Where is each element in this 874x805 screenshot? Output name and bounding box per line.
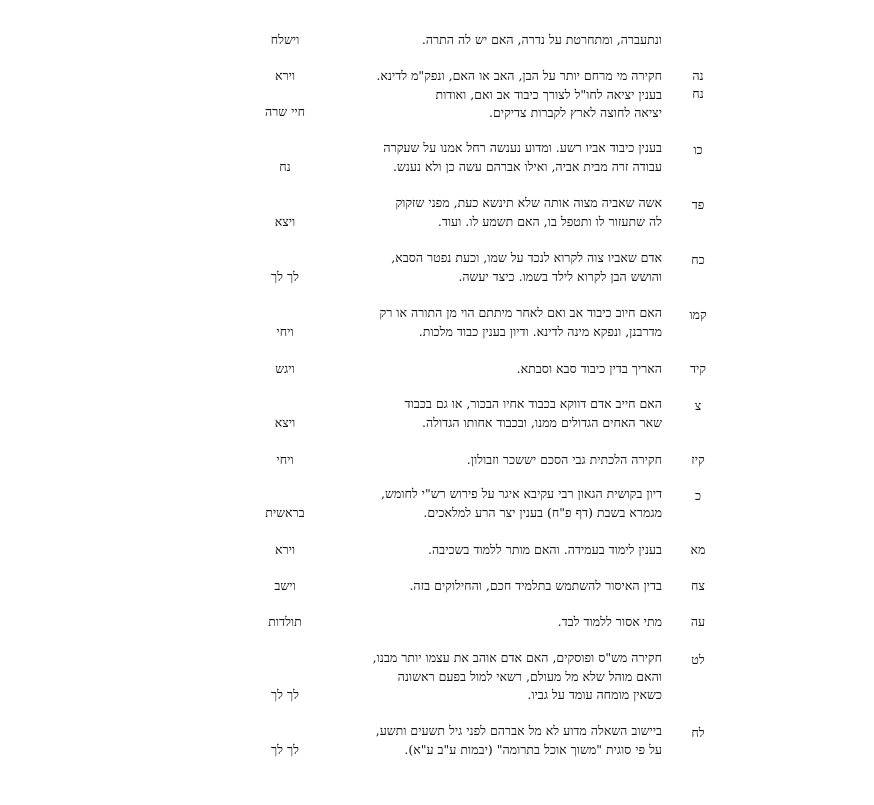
entry-topic — [332, 249, 662, 286]
entry-topic — [332, 31, 662, 50]
topic-line: יציאה לחוצה לארץ לקברות צדיקים. — [489, 105, 662, 120]
entry-parasha: נח — [279, 159, 291, 174]
entry-parasha: ויצא — [274, 214, 296, 229]
topic-line: אדם שאביו צוה לקרוא לנכד על שמו, וכעת נפטר הסבא, — [391, 250, 662, 265]
entry-parasha: וירא — [274, 542, 296, 557]
entry-number: נה — [692, 68, 704, 83]
entry-parasha: וירא — [274, 68, 296, 83]
entry-topic — [332, 541, 662, 560]
entry-parasha: ויצא — [274, 415, 296, 430]
entry-topic — [332, 451, 662, 470]
entry-parasha: בראשית — [265, 505, 305, 520]
topic-line: האם חייב אדם דווקא בכבוד אחיו הבכור, או גם בכבוד — [404, 396, 662, 411]
entry-number: מא — [690, 542, 706, 557]
topic-line: האם חיוב כיבוד אב ואם לאחר מיתתם הוי מן התורה או רק — [379, 305, 662, 320]
entry-number: קמו — [689, 307, 707, 322]
entry-parasha: וישב — [274, 578, 296, 593]
topic-line: אשה שאביה מצוה אותה שלא תינשא כעת, מפני שזקוק — [395, 195, 662, 210]
topic-line: ונתעברה, ומתחרטת על נדרה, האם יש לה התרה. — [421, 32, 662, 47]
topic-line: חקירה הלכתית גבי הסכם יששכר וזבולון. — [466, 452, 662, 467]
entry-number-second: נח — [692, 86, 704, 101]
entry-topic — [332, 577, 662, 596]
entry-number: קיז — [691, 452, 705, 467]
entry-topic — [332, 194, 662, 231]
topic-line: לה שתעזור לו ותטפל בו, האם תשמע לו. ועוד. — [437, 213, 662, 229]
entry-number: כ — [694, 488, 702, 503]
entry-parasha: לך לך — [271, 269, 299, 284]
topic-line: על פי סוגית "משוך אוכל בתרומה" (יבמות ע"ב ע"א). — [404, 741, 662, 757]
entry-topic — [332, 67, 662, 123]
entry-number: עה — [690, 614, 706, 629]
topic-line: בענין יציאה לחו"ל לצורך כיבוד אב ואם, ואודות — [435, 86, 662, 102]
entry-topic — [332, 360, 662, 379]
entry-topic — [332, 722, 662, 759]
entry-parasha-second: חיי שרה — [264, 104, 306, 119]
entry-parasha: ויגש — [275, 361, 295, 376]
entry-parasha: ויחי — [276, 452, 294, 467]
topic-line: בדין האיסור להשתמש בתלמיד חכם, והחילוקים בזה. — [409, 578, 662, 593]
entry-topic — [332, 649, 662, 705]
entry-topic — [332, 304, 662, 341]
entry-parasha: לך לך — [271, 687, 299, 702]
topic-line: עבודה זרה מבית אביה, ואילו אברהם עשה כן ולא נענש. — [392, 158, 662, 174]
topic-line: חקירה מי מרחם יותר על הבן, האב או האם, ונפק"מ לדינא. — [376, 68, 662, 83]
topic-line: בענין כיבוד אביו רשע. ומדוע נענשה רחל אמנו על שעקרה — [383, 140, 662, 155]
entry-number: לח — [691, 725, 705, 740]
topic-line: האריך בדין כיבוד סבא וסבתא. — [516, 361, 662, 376]
topic-line: מדרבנן, ונפקא מינה לדינא. ודיון בענין כבוד מלכות. — [418, 323, 662, 339]
topic-line: מתי אסור ללמוד לבד. — [557, 614, 662, 629]
topic-line: והושש הבן לקרוא לילד בשמו. כיצד יעשה. — [458, 268, 662, 284]
entry-topic — [332, 395, 662, 432]
topic-line: חקירה מש"ס ופוסקים, האם אדם אוהב את עצמו יותר מבנו, — [372, 650, 662, 665]
entry-number: כח — [691, 252, 705, 267]
entry-number: פד — [691, 197, 705, 212]
entry-parasha: ויחי — [276, 324, 294, 339]
entry-parasha: תולדות — [268, 614, 302, 629]
topic-line: והאם מוהל שלא מל מעולם, רשאי למול בפעם ראשונה — [397, 668, 662, 684]
entry-parasha: לך לך — [271, 742, 299, 757]
topic-line: בענין לימוד בעמידה. והאם מותר ללמוד בשכיבה. — [428, 542, 662, 557]
entry-number: קיד — [690, 361, 706, 376]
entry-number: צח — [691, 578, 705, 593]
topic-line: ביישוב השאלה מדוע לא מל אברהם לפני גיל תשעים ותשע, — [375, 723, 662, 738]
topic-line: כשאין מומחה עומד על גביו. — [527, 687, 662, 702]
entry-number: כו — [693, 142, 703, 157]
entry-parasha: וישלח — [270, 32, 300, 47]
entry-topic — [332, 139, 662, 176]
entry-number: לט — [691, 652, 705, 667]
entry-topic — [332, 485, 662, 522]
entry-number: צ — [694, 398, 702, 413]
topic-line: שאר האחים הגדולים ממנו, ובכבוד אחותו הגדולה. — [421, 414, 662, 430]
topic-line: מגמרא בשבת (דף פ"ח) בענין יצר הרע למלאכים. — [423, 504, 662, 520]
topic-line: דיון בקושית הגאון רבי עקיבא איגר על פירוש רש"י לחומש, — [381, 486, 662, 501]
entry-topic — [332, 613, 662, 632]
